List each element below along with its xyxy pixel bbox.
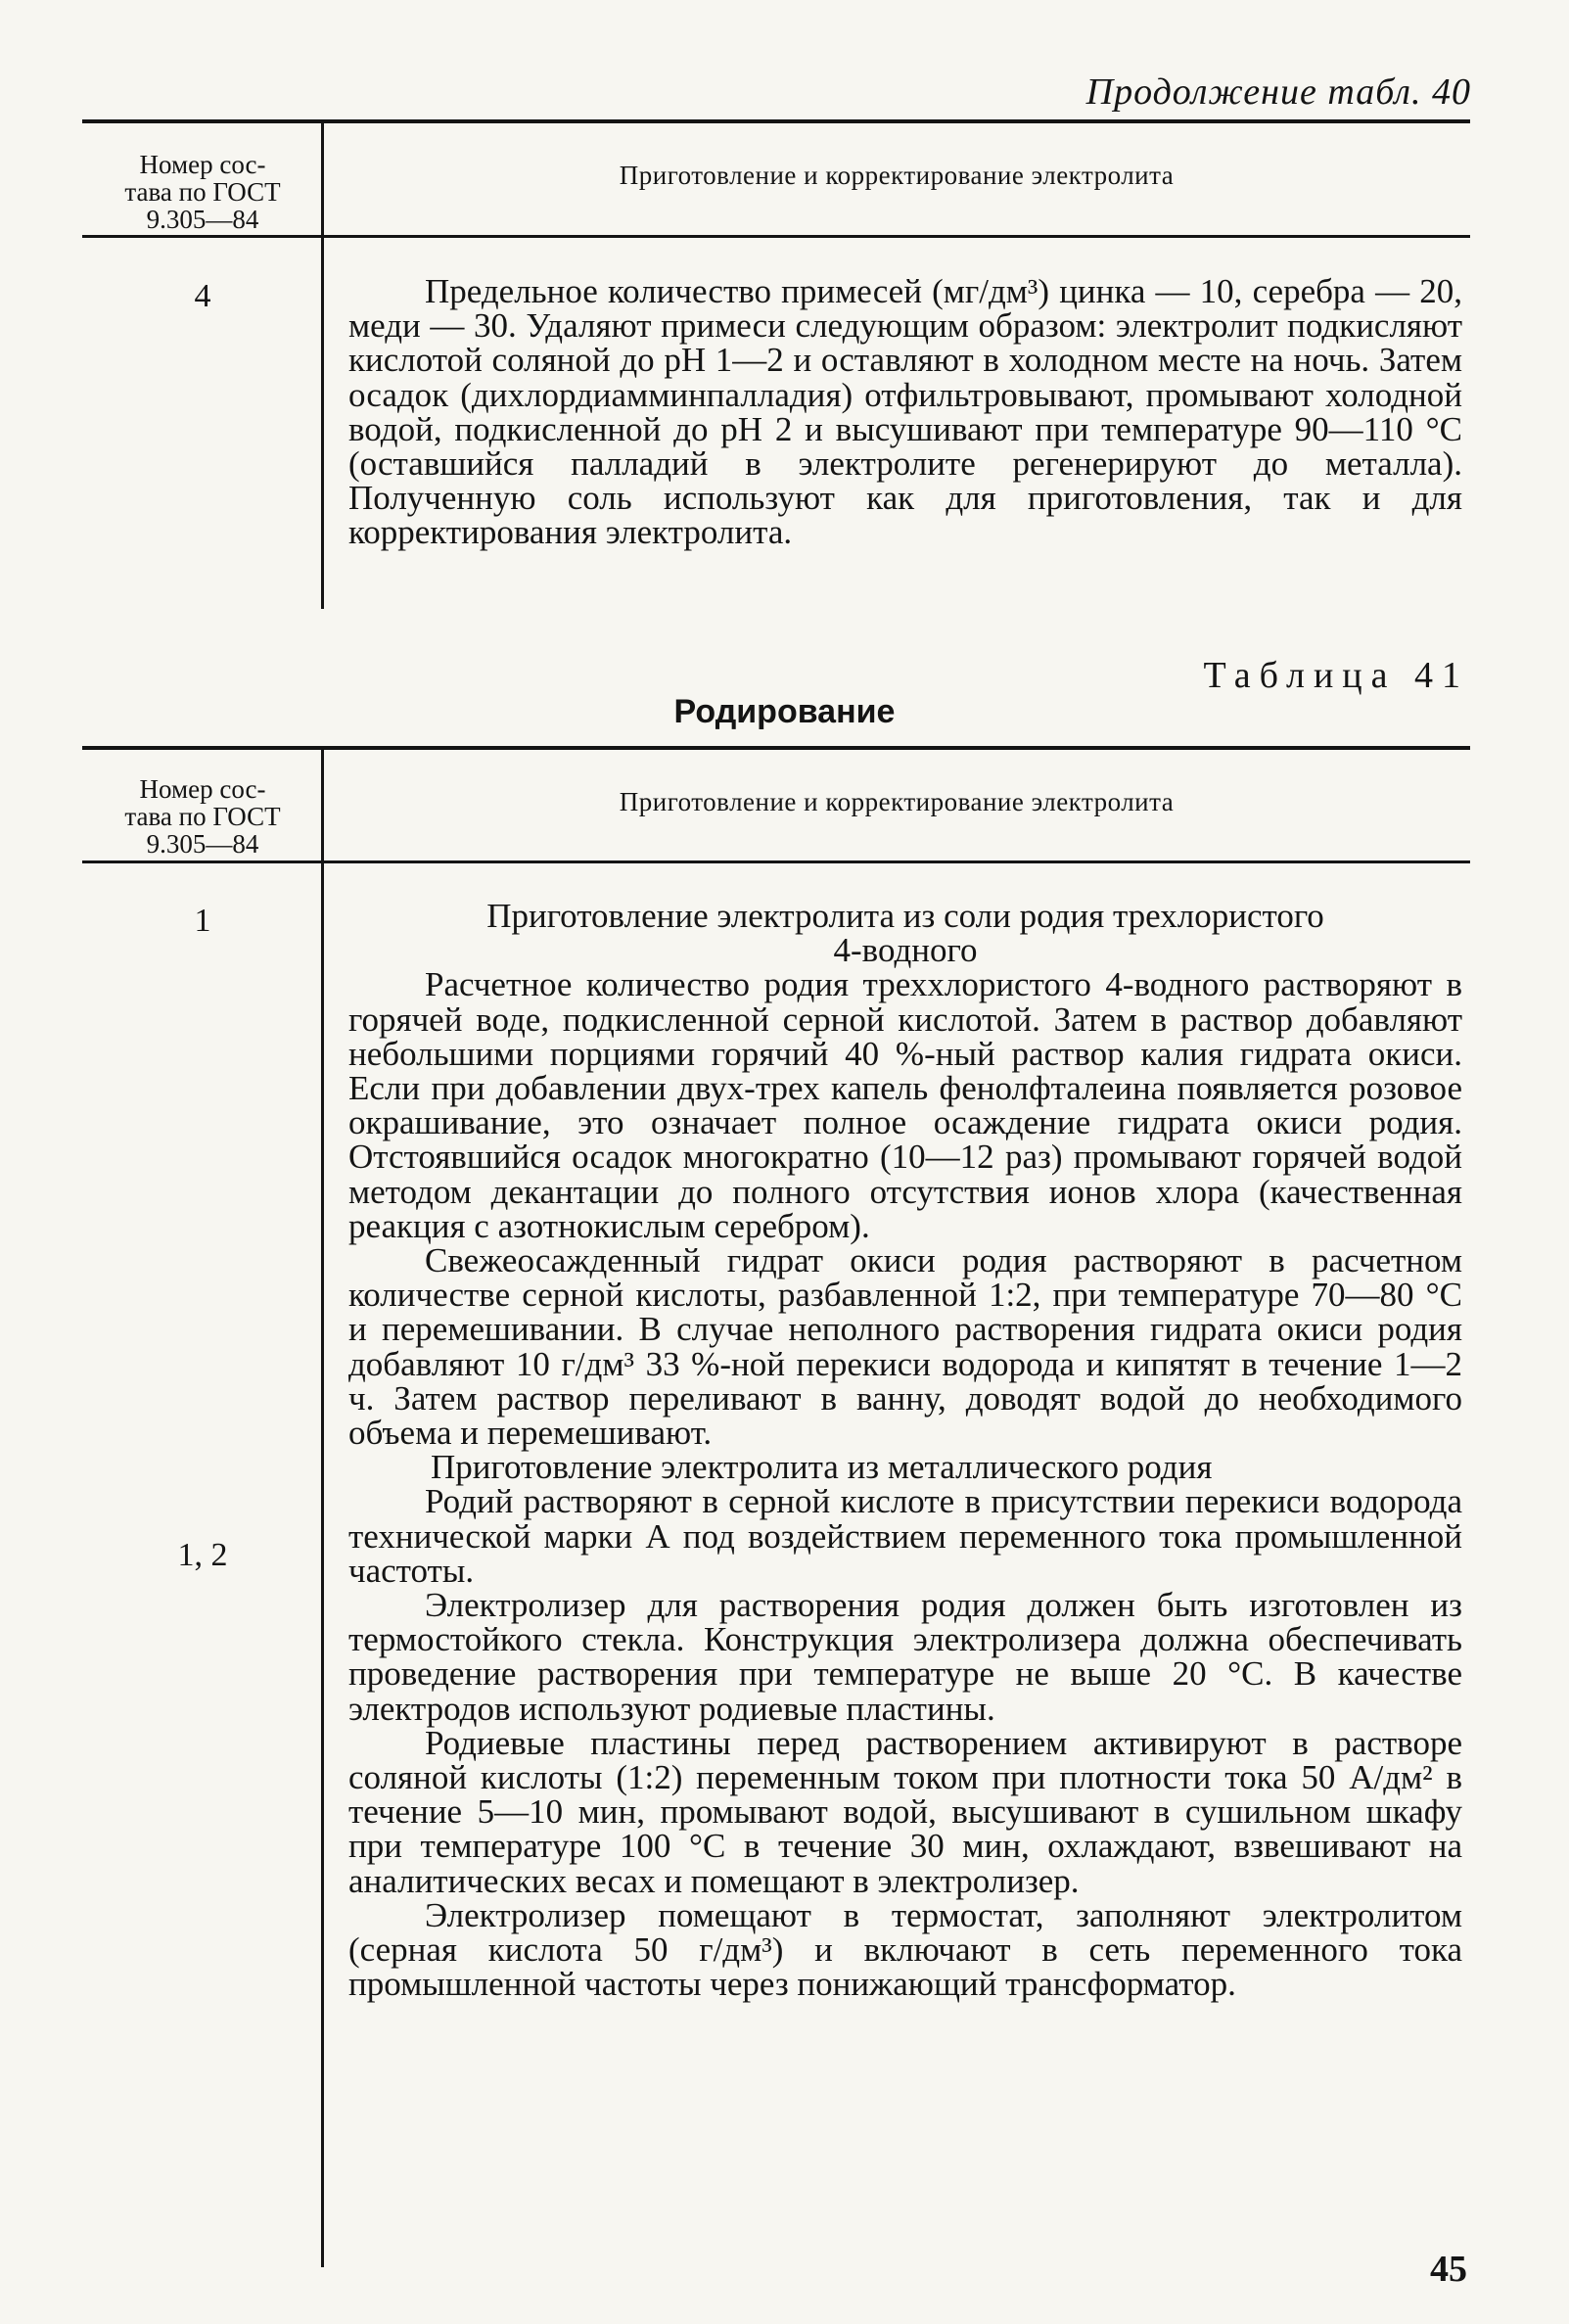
page-number: 45 [1430,2249,1467,2290]
table41-top-rule [82,746,1470,750]
table41-title: Родирование [673,693,896,730]
header-col1-line3: 9.305—84 [146,205,259,234]
row2-paragraph-1: Родий растворяют в серной кислоте в присутствии перекиси водорода технической марки А под воздействием переменного тока промышленной частоты. [348,1482,1462,1590]
table40-column-divider [321,123,324,609]
table41-row2-number: 1, 2 [177,1537,228,1573]
row2-paragraph-4: Электролизер помещают в термостат, заполняют электролитом (серная кислота 50 г/дм³) и включают в сеть переменного тока промышленной частоты через понижающий трансформатор. [348,1895,1462,2004]
table41-row1-number: 1 [194,903,211,939]
row2-subtitle: Приготовление электролита из металлического родия [431,1448,1213,1487]
header-col1-line1: Номер сос- [139,150,266,179]
row1-subtitle-line2: 4-водного [833,931,978,970]
table41-label: Таблица 41 [1203,655,1469,696]
header-col1-line3: 9.305—84 [146,829,259,859]
table40-header-prep-col: Приготовление и корректирование электролита [619,161,1175,190]
table41-column-divider [321,750,324,2267]
header-col1-line1: Номер сос- [139,774,266,804]
table41-header-rule [82,860,1470,863]
table40-top-rule [82,119,1470,123]
row1-subtitle-line1: Приготовление электролита из соли родия трехлористого [486,897,1324,935]
row2-paragraph-2: Электролизер для растворения родия должен быть изготовлен из термостойкого стекла. Конструкция электролизера должна обеспечивать проведение растворения при температуре не выше 20 °С. В качестве электродов используют родиевые пластины. [348,1586,1462,1728]
table40-header-number-col [82,151,323,233]
table40-row-number: 4 [194,278,211,314]
continuation-note: Продолжение табл. 40 [1085,71,1471,113]
table40-paragraph: Предельное количество примесей (мг/дм³) цинка — 10, серебра — 20, меди — 30. Удаляют примеси следующим образом: электролит подкисляют кислотой соляной до pH 1—2 и оставляют в холодном месте на ночь. Затем осадок (дихлордиамминпалладия) отфильтровывают, промывают холодной водой, подкисленной до pH 2 и высушивают при температуре 90—110 °С (оставшийся палладий в электролите регенерируют до металла). Полученную соль используют как для приготовления, так и для корректирования электролита. [348,272,1462,552]
header-col1-line2: тава по ГОСТ [124,177,281,207]
table41-body-text [348,899,1462,2002]
table40-header-rule [82,235,1470,238]
header-col1-line2: тава по ГОСТ [124,802,281,831]
table41-header-prep-col: Приготовление и корректирование электролита [619,787,1175,816]
row1-paragraph-1: Расчетное количество родия треххлористого 4-водного растворяют в горячей воде, подкисленной серной кислотой. Затем в раствор добавляют небольшими порциями горячий 40 %-ный раствор калия гидрата окиси. Если при добавлении двух-трех капель фенолфталеина появляется розовое окрашивание, это означает полное осаждение гидрата окиси родия. Отстоявшийся осадок многократно (10—12 раз) промывают горячей водой методом декантации до полного отсутствия ионов хлора (качественная реакция с азотнокислым серебром). [348,965,1462,1245]
table41-header-number-col [82,775,323,858]
row1-paragraph-2: Свежеосажденный гидрат окиси родия растворяют в расчетном количестве серной кислоты, разбавленной 1:2, при температуре 70—80 °С и перемешивании. В случае неполного растворения гидрата окиси родия добавляют 10 г/дм³ 33 %-ной перекиси водорода и кипятят в течение 1—2 ч. Затем раствор переливают в ванну, доводят водой до необходимого объема и перемешивают. [348,1241,1462,1453]
row2-paragraph-3: Родиевые пластины перед растворением активируют в растворе соляной кислоты (1:2) переменным током при плотности тока 50 А/дм² в течение 5—10 мин, промывают водой, высушивают в сушильном шкафу при температуре 100 °С в течение 30 мин, охлаждают, взвешивают на аналитических весах и помещают в электролизер. [348,1723,1462,1900]
table40-row-text [348,274,1462,550]
